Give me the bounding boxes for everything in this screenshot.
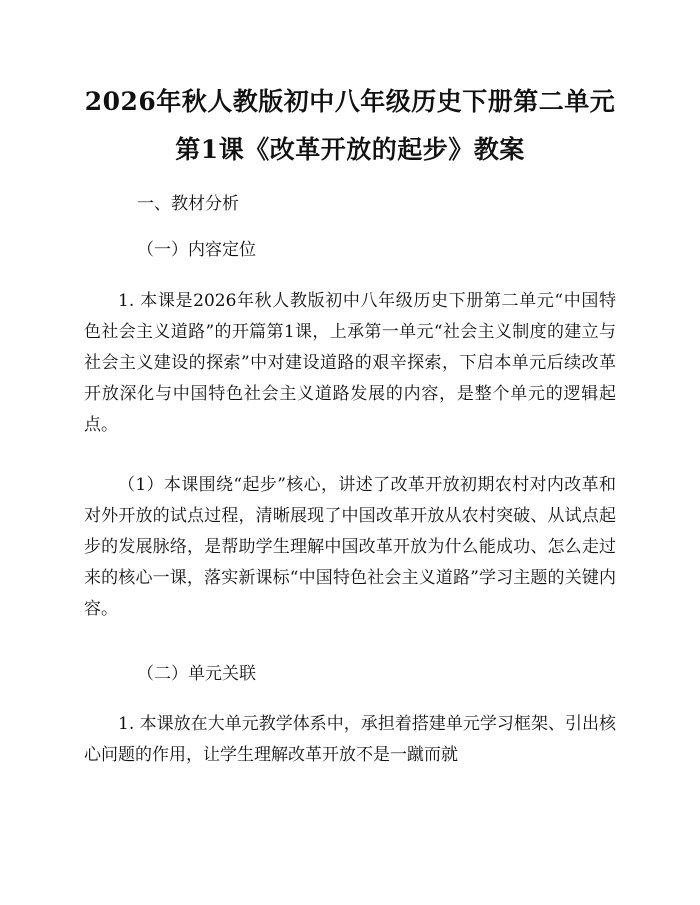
subsection-heading-unit-connection: （二）单元关联 xyxy=(137,664,256,684)
subsection-heading-content-positioning: （一）内容定位 xyxy=(137,240,256,260)
document-title: 2026年秋人教版初中八年级历史下册第二单元第1课《改革开放的起步》教案 xyxy=(84,87,616,164)
section-heading-textbook-analysis: 一、教材分析 xyxy=(137,194,239,214)
paragraph-unit-connection: 1. 本课放在大单元教学体系中，承担着搭建单元学习框架、引出核心问题的作用，让学生理解改革开放不是一蹴而就 xyxy=(84,714,616,765)
paragraph-course-core: （1）本课围绕“起步”核心，讲述了改革开放初期农村对内改革和对外开放的试点过程，清晰展现了中国改革开放从农村突破、从试点起步的发展脉络，是帮助学生理解中国改革开放为什么能成功、怎么走过来的核心一课，落实新课标“中国特色社会主义道路”学习主题的关键内容。 xyxy=(84,475,616,619)
paragraph-course-positioning: 1. 本课是2026年秋人教版初中八年级历史下册第二单元“中国特色社会主义道路”的开篇第1课，上承第一单元“社会主义制度的建立与社会主义建设的探索”中对建设道路的艰辛探索，下启本单元后续改革开放深化与中国特色社会主义道路发展的内容，是整个单元的逻辑起点。 xyxy=(84,291,616,435)
